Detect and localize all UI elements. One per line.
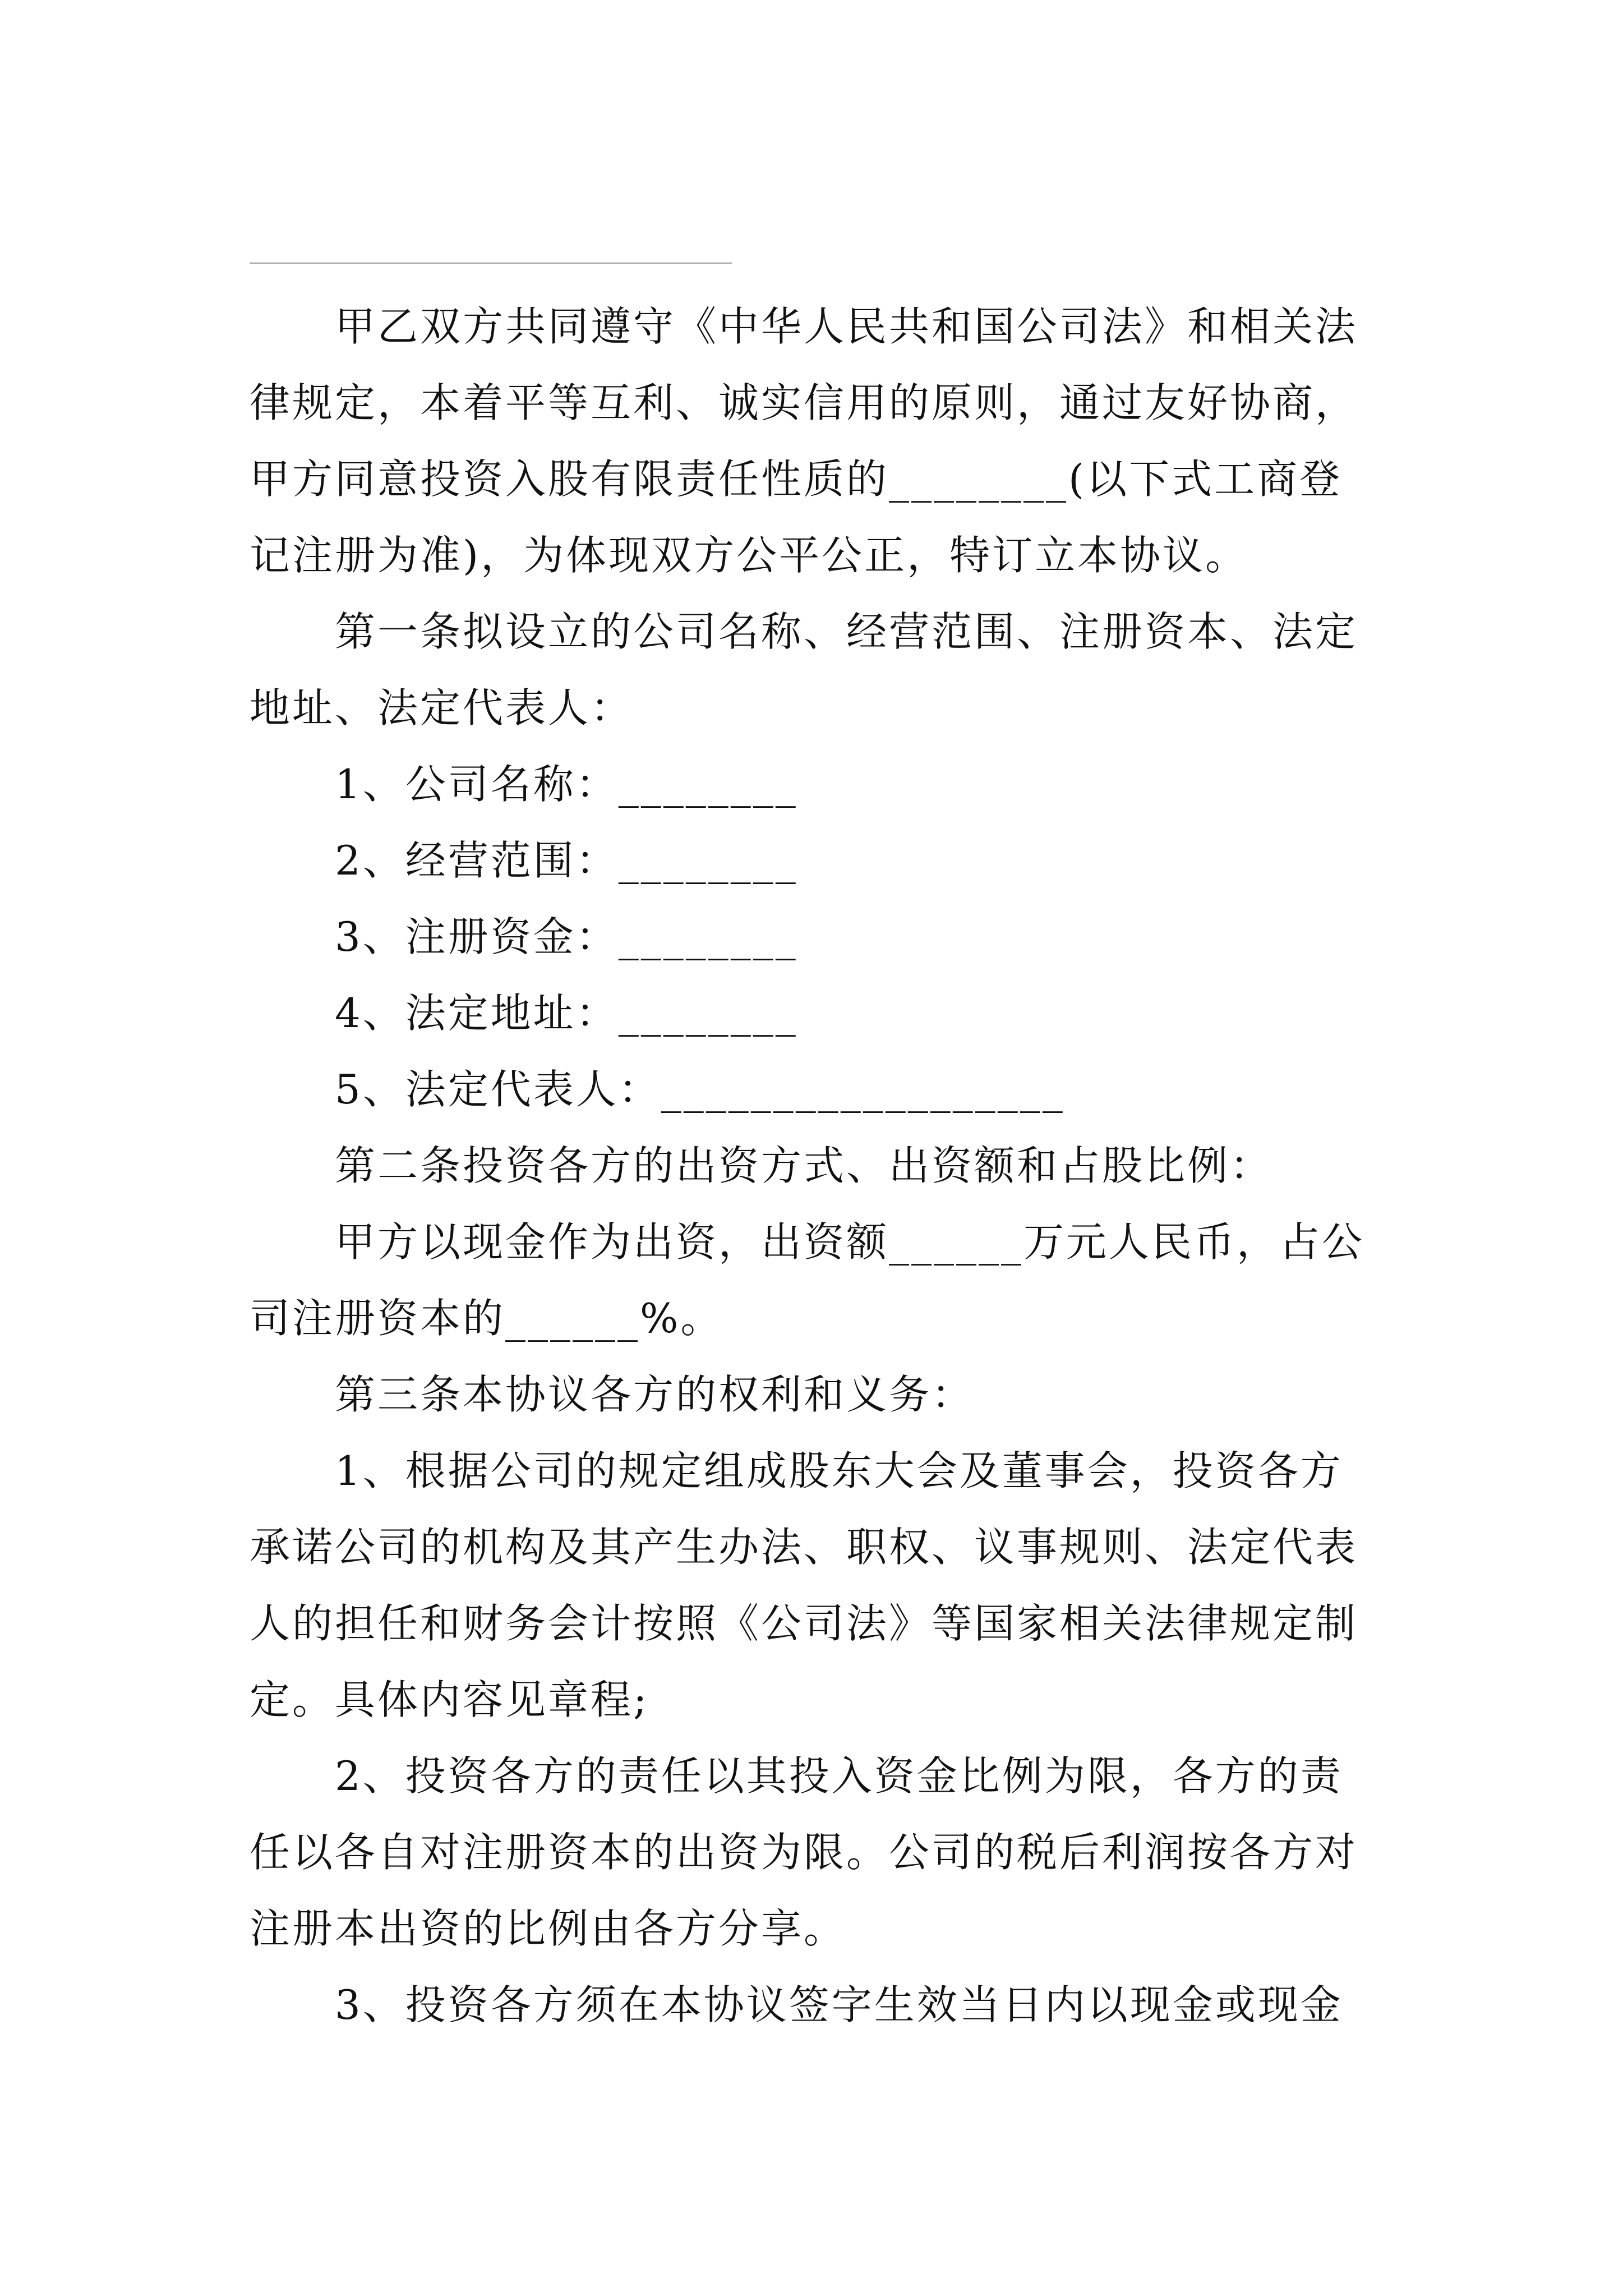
paragraph-line-2: 律规定，本着平等互利、诚实信用的原则，通过友好协商， xyxy=(250,379,1358,426)
article-1-line-2: 地址、法定代表人： xyxy=(250,684,634,731)
legal-address-item: 4、法定地址：________ xyxy=(335,990,798,1037)
registered-capital-item: 3、注册资金：________ xyxy=(335,913,798,960)
legal-representative-item: 5、法定代表人：__________________ xyxy=(335,1066,1065,1113)
clause-2-line-2: 任以各自对注册资本的出资为限。公司的税后利润按各方对 xyxy=(250,1829,1358,1876)
article-2-heading: 第二条投资各方的出资方式、出资额和占股比例： xyxy=(335,1142,1273,1189)
paragraph-line-1: 甲乙双方共同遵守《中华人民共和国公司法》和相关法 xyxy=(335,303,1358,350)
clause-1-line-4: 定。具体内容见章程; xyxy=(250,1676,649,1723)
paragraph-line-3: 甲方同意投资入股有限责任性质的________(以下式工商登 xyxy=(250,455,1343,503)
company-name-item: 1、公司名称：________ xyxy=(335,761,798,808)
header-rule xyxy=(250,263,732,264)
clause-2-line-3: 注册本出资的比例由各方分享。 xyxy=(250,1905,847,1952)
clause-1-line-1: 1、根据公司的规定组成股东大会及董事会，投资各方 xyxy=(335,1447,1343,1494)
clause-3-line-1: 3、投资各方须在本协议签字生效当日内以现金或现金 xyxy=(335,1981,1343,2028)
article-2-line-2: 司注册资本的______%。 xyxy=(250,1295,723,1342)
clause-1-line-3: 人的担任和财务会计按照《公司法》等国家相关法律规定制 xyxy=(250,1600,1358,1647)
business-scope-item: 2、经营范围：________ xyxy=(335,837,798,884)
article-3-heading: 第三条本协议各方的权利和义务： xyxy=(335,1371,975,1418)
clause-2-line-1: 2、投资各方的责任以其投入资金比例为限，各方的责 xyxy=(335,1752,1343,1800)
article-1-line-1: 第一条拟设立的公司名称、经营范围、注册资本、法定 xyxy=(335,608,1358,655)
clause-1-line-2: 承诺公司的机构及其产生办法、职权、议事规则、法定代表 xyxy=(250,1524,1358,1571)
article-2-line-1: 甲方以现金作为出资，出资额______万元人民币，占公 xyxy=(335,1218,1365,1266)
paragraph-line-4: 记注册为准)，为体现双方公平公正，特订立本协议。 xyxy=(250,532,1248,579)
